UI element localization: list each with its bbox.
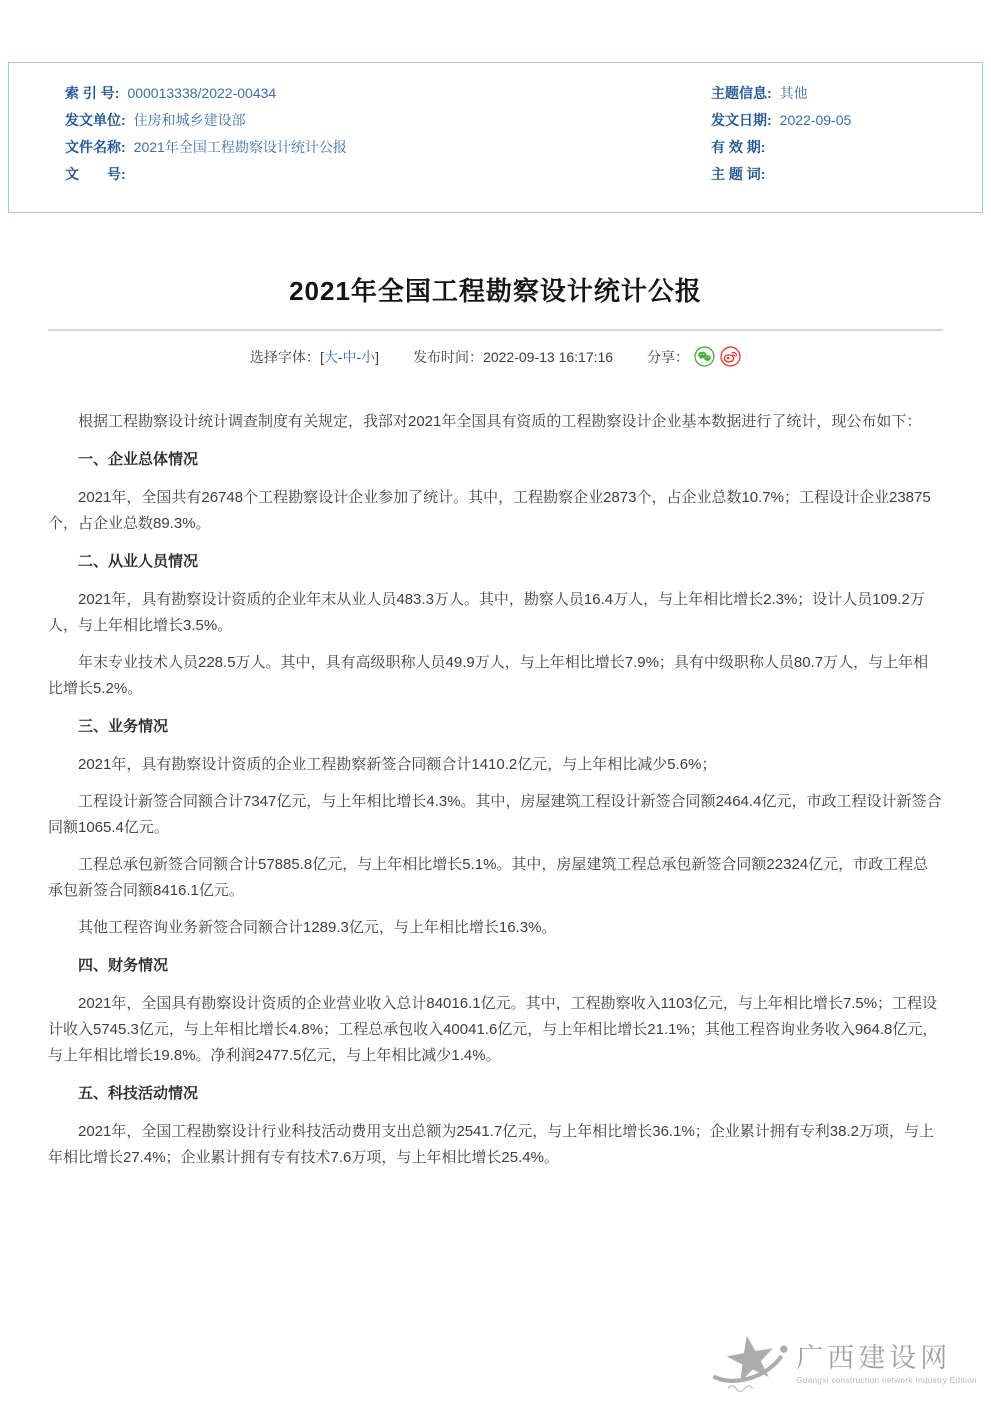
doc-info-left-column: [9, 80, 711, 212]
paragraph: 工程总承包新签合同额合计57885.8亿元，与上年相比增长5.1%。其中，房屋建筑工程总承包新签合同额22324亿元，市政工程总承包新签合同额8416.1亿元。: [48, 856, 929, 899]
publish-time-label: 发布时间：: [413, 348, 484, 365]
weibo-icon[interactable]: [720, 346, 741, 367]
section-heading: 四、财务情况: [78, 957, 169, 974]
section-heading: 三、业务情况: [78, 718, 169, 735]
section-heading: 二、从业人员情况: [78, 553, 199, 570]
watermark-logo: [710, 1331, 977, 1397]
doc-info-box: [8, 62, 983, 213]
paragraph: 2021年，全国工程勘察设计行业科技活动费用支出总额为2541.7亿元，与上年相比增长36.1%；企业累计拥有专利38.2万项，与上年相比增长27.4%；企业累计拥有专有技术7.6万项，与上年相比增长25.4%。: [48, 1123, 934, 1166]
font-selector-bracket-open: [: [319, 348, 324, 365]
watermark-subtitle: Guangxi construction network Industry Edition: [796, 1375, 977, 1385]
field-value: 其他: [779, 85, 808, 101]
field-label: 有 效 期:: [711, 139, 766, 155]
field-label: 文件名称:: [65, 139, 126, 155]
page-title: 2021年全国工程勘察设计统计公报: [289, 276, 702, 306]
section-heading: 一、企业总体情况: [78, 451, 199, 468]
field-value: 住房和城乡建设部: [133, 112, 246, 128]
paragraph: 2021年，具有勘察设计资质的企业年末从业人员483.3万人。其中，勘察人员16.4万人，与上年相比增长2.3%；设计人员109.2万人，与上年相比增长3.5%。: [48, 591, 925, 634]
field-index-number: [65, 80, 711, 107]
paragraph: 工程设计新签合同额合计7347亿元，与上年相比增长4.3%。其中，房屋建筑工程设计新签合同额2464.4亿元，市政工程设计新签合同额1065.4亿元。: [48, 793, 942, 836]
field-doc-number: [65, 161, 711, 188]
field-value: 2022-09-05: [779, 112, 852, 128]
font-size-small-link[interactable]: 小: [361, 348, 376, 365]
field-issue-date: [711, 107, 982, 134]
intro-paragraph: 根据工程勘察设计统计调查制度有关规定，我部对2021年全国具有资质的工程勘察设计企业基本数据进行了统计，现公布如下：: [78, 413, 922, 430]
font-selector-label: 选择字体：: [249, 348, 320, 365]
section-heading: 五、科技活动情况: [78, 1085, 199, 1102]
field-label: 文 号:: [65, 166, 126, 182]
paragraph: 2021年，具有勘察设计资质的企业工程勘察新签合同额合计1410.2亿元，与上年相比减少5.6%；: [78, 756, 717, 773]
field-validity: [711, 134, 982, 161]
font-selector-separator: -: [356, 348, 362, 365]
article-meta-row: [0, 346, 991, 367]
watermark-title: 广西建设网: [796, 1342, 952, 1374]
field-label: 索 引 号:: [65, 85, 120, 101]
field-value: 2021年全国工程勘察设计统计公报: [133, 139, 347, 155]
title-divider: [48, 329, 943, 331]
font-size-medium-link[interactable]: 中: [342, 348, 357, 365]
field-label: 发文日期:: [711, 112, 772, 128]
share-label: 分享：: [647, 348, 690, 365]
field-label: 发文单位:: [65, 112, 126, 128]
paragraph: 2021年，全国共有26748个工程勘察设计企业参加了统计。其中，工程勘察企业2873个，占企业总数10.7%；工程设计企业23875个，占企业总数89.3%。: [48, 489, 931, 532]
field-value: 000013338/2022-00434: [127, 85, 277, 101]
field-issuing-unit: [65, 107, 711, 134]
field-label: 主题信息:: [711, 85, 772, 101]
field-label: 主 题 词:: [711, 166, 766, 182]
font-selector-bracket-close: ]: [375, 348, 380, 365]
wechat-icon[interactable]: [694, 346, 715, 367]
publish-time-value: 2022-09-13 16:17:16: [483, 348, 614, 365]
doc-info-right-column: [711, 80, 982, 212]
font-size-large-link[interactable]: 大: [323, 348, 338, 365]
field-topic-info: [711, 80, 982, 107]
font-selector-separator: -: [337, 348, 343, 365]
article-body: [48, 409, 943, 1171]
field-file-name: [65, 134, 711, 161]
paragraph: 年末专业技术人员228.5万人。其中，具有高级职称人员49.9万人，与上年相比增长7.9%；具有中级职称人员80.7万人，与上年相比增长5.2%。: [48, 654, 929, 697]
star-icon: [710, 1331, 792, 1397]
field-keywords: [711, 161, 982, 188]
paragraph: 2021年，全国具有勘察设计资质的企业营业收入总计84016.1亿元。其中，工程勘察收入1103亿元，与上年相比增长7.5%；工程设计收入5745.3亿元，与上年相比增长4.8%；工程总承包收入40041.6亿元，与上年相比增长21.1%；其他工程咨询业务收入964.8亿元，与上年相比增长19.8%。净利润2477.5亿元，与上年相比减少1.4%。: [48, 995, 938, 1064]
paragraph: 其他工程咨询业务新签合同额合计1289.3亿元，与上年相比增长16.3%。: [78, 919, 557, 936]
